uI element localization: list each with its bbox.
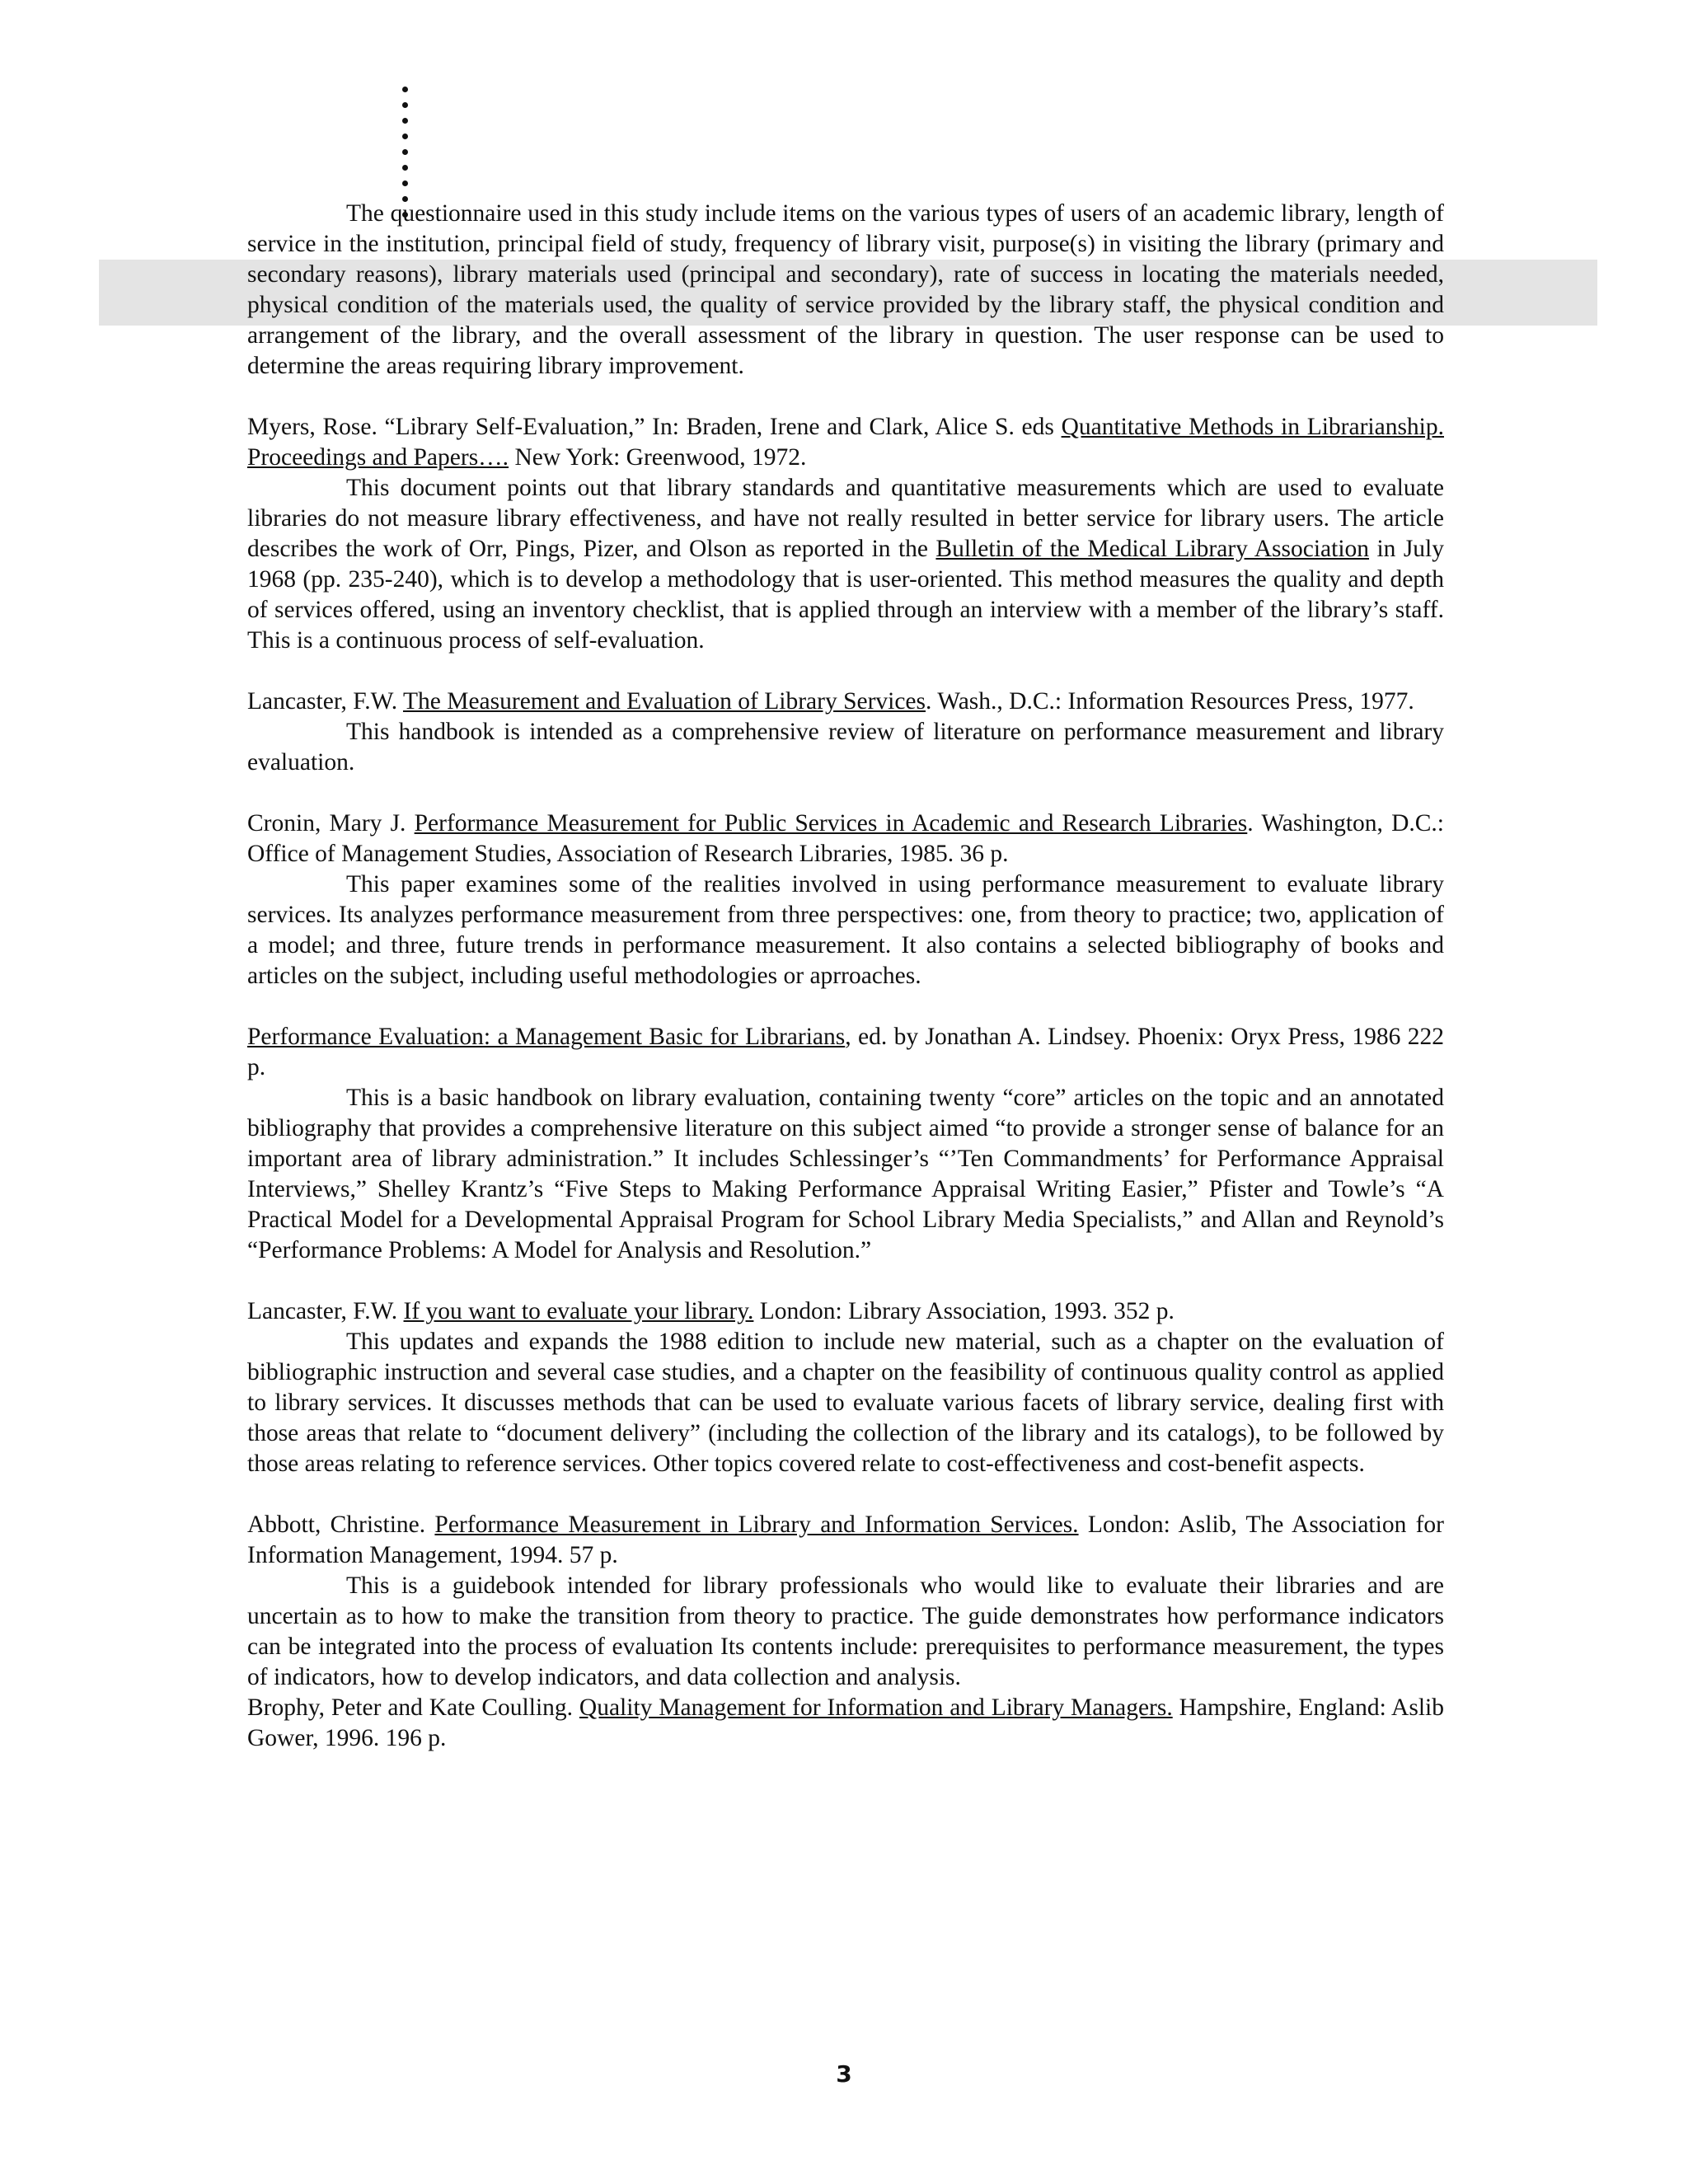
citation-authors: Brophy, Peter and Kate Coulling. <box>247 1694 579 1721</box>
citation-title: Performance Measurement for Public Services in Academic and Research Libraries <box>414 810 1248 837</box>
annotation: This handbook is intended as a comprehensive review of literature on performance measurement and library evaluation. <box>247 719 1444 776</box>
citation-publication: London: Aslib, The Association for Information Management, 1994. 57 p. <box>247 1511 1444 1568</box>
citation-title: Performance Measurement in Library and Information Services. <box>434 1511 1079 1538</box>
citation-publication: . Washington, D.C.: Office of Management Studies, Association of Research Libraries, 1985. 36 p. <box>247 810 1444 867</box>
citation-authors: Lancaster, F.W. <box>247 688 403 715</box>
annotation-text: in July 1968 (pp. 235-240), which is to develop a methodology that is user-oriented. This method measures the quality and depth of services offered, using an inventory checklist, that is applied through an interview with a member of the library’s staff. This is a continuous process of self-evaluation. <box>247 536 1444 654</box>
citation-publication: , ed. by Jonathan A. Lindsey. Phoenix: Oryx Press, 1986 222 p. <box>247 1024 1444 1080</box>
citation <box>247 1022 1444 1083</box>
citation-publication: New York: Greenwood, 1972. <box>509 444 807 471</box>
bibliography-entry-lancaster-1993 <box>247 1296 1444 1479</box>
bibliography-entry-performance-evaluation <box>247 1022 1444 1266</box>
bibliography-entry-abbott <box>247 1510 1444 1693</box>
citation <box>247 1693 1444 1754</box>
citation-publication: Hampshire, England: Aslib Gower, 1996. 196 p. <box>247 1694 1444 1751</box>
annotation: This is a guidebook intended for library professionals who would like to evaluate their libraries and are uncertain as to how to make the transition from theory to practice. The guide demonstrates how performance indicators can be integrated into the process of evaluation Its contents include: prerequisites to performance measurement, the types of indicators, how to develop indicators, and data collection and analysis. <box>247 1572 1444 1690</box>
citation-publication: London: Library Association, 1993. 352 p. <box>753 1298 1175 1324</box>
citation <box>247 412 1444 473</box>
page-number: 3 <box>836 2060 852 2088</box>
citation <box>247 687 1444 717</box>
citation-title: Performance Evaluation: a Management Basic for Librarians <box>247 1024 846 1050</box>
annotation: This paper examines some of the realities involved in using performance measurement to evaluate library services. Its analyzes performance measurement from three perspectives: one, from theory to practice; two, application of a model; and three, future trends in performance measurement. It also contains a selected bibliography of books and articles on the subject, including useful methodologies or aprroaches. <box>247 871 1444 989</box>
citation-authors: Abbott, Christine. <box>247 1511 435 1538</box>
annotation <box>247 473 1444 656</box>
annotation-text: This document points out that library standards and quantitative measurements which are used to evaluate libraries do not measure library effectiveness, and have not really resulted in better service for library users. The article describes the work of Orr, Pings, Pizer, and Olson as reported in the <box>247 475 1444 562</box>
annotation: This updates and expands the 1988 edition to include new material, such as a chapter on the evaluation of bibliographic instruction and several case studies, and a chapter on the feasibility of continuous quality control as applied to library services. It discusses methods that can be used to evaluate various facets of library service, dealing first with those areas that relate to “document delivery” (including the collection of the library and its catalogs), to be followed by those areas relating to reference services. Other topics covered relate to cost-effectiveness and cost-benefit aspects. <box>247 1329 1444 1477</box>
bibliography-entry-myers <box>247 412 1444 656</box>
citation-title: Quantitative Methods in Librarianship. Proceedings and Papers…. <box>247 414 1444 471</box>
document-body <box>247 199 1444 1754</box>
annotation-journal-title: Bulletin of the Medical Library Association <box>935 536 1370 562</box>
citation <box>247 1296 1444 1327</box>
citation-title: If you want to evaluate your library. <box>403 1298 754 1324</box>
citation <box>247 1510 1444 1571</box>
citation <box>247 808 1444 869</box>
bibliography-entry-brophy <box>247 1693 1444 1754</box>
intro-paragraph: The questionnaire used in this study include items on the various types of users of an academic library, length of service in the institution, principal field of study, frequency of library visit, purpose(s) in visiting the library (primary and secondary reasons), library materials used (principal and secondary), rate of success in locating the materials needed, physical condition of the materials used, the quality of service provided by the library staff, the physical condition and arrangement of the library, and the overall assessment of the library in question. The user response can be used to determine the areas requiring library improvement. <box>247 200 1444 379</box>
annotation: This is a basic handbook on library evaluation, containing twenty “core” articles on the topic and an annotated bibliography that provides a comprehensive literature on this subject aimed “to provide a stronger sense of balance for an important area of library administration.” It includes Schlessinger’s “’Ten Commandments’ for Performance Appraisal Interviews,” Shelley Krantz’s “Five Steps to Making Performance Appraisal Writing Easier,” Pfister and Towle’s “A Practical Model for a Developmental Appraisal Program for School Library Media Specialists,” and Allan and Reynold’s “Performance Problems: A Model for Analysis and Resolution.” <box>247 1085 1444 1263</box>
citation-title: The Measurement and Evaluation of Library Services <box>402 688 926 715</box>
bibliography-entry-lancaster-1977 <box>247 687 1444 778</box>
citation-authors: Lancaster, F.W. <box>247 1298 404 1324</box>
bibliography-entry-cronin <box>247 808 1444 991</box>
citation-authors: Cronin, Mary J. <box>247 810 415 837</box>
citation-authors: Myers, Rose. “Library Self-Evaluation,” In: Braden, Irene and Clark, Alice S. eds <box>247 414 1062 440</box>
citation-publication: . Wash., D.C.: Information Resources Press, 1977. <box>926 688 1414 715</box>
citation-title: Quality Management for Information and Library Managers. <box>579 1694 1173 1721</box>
